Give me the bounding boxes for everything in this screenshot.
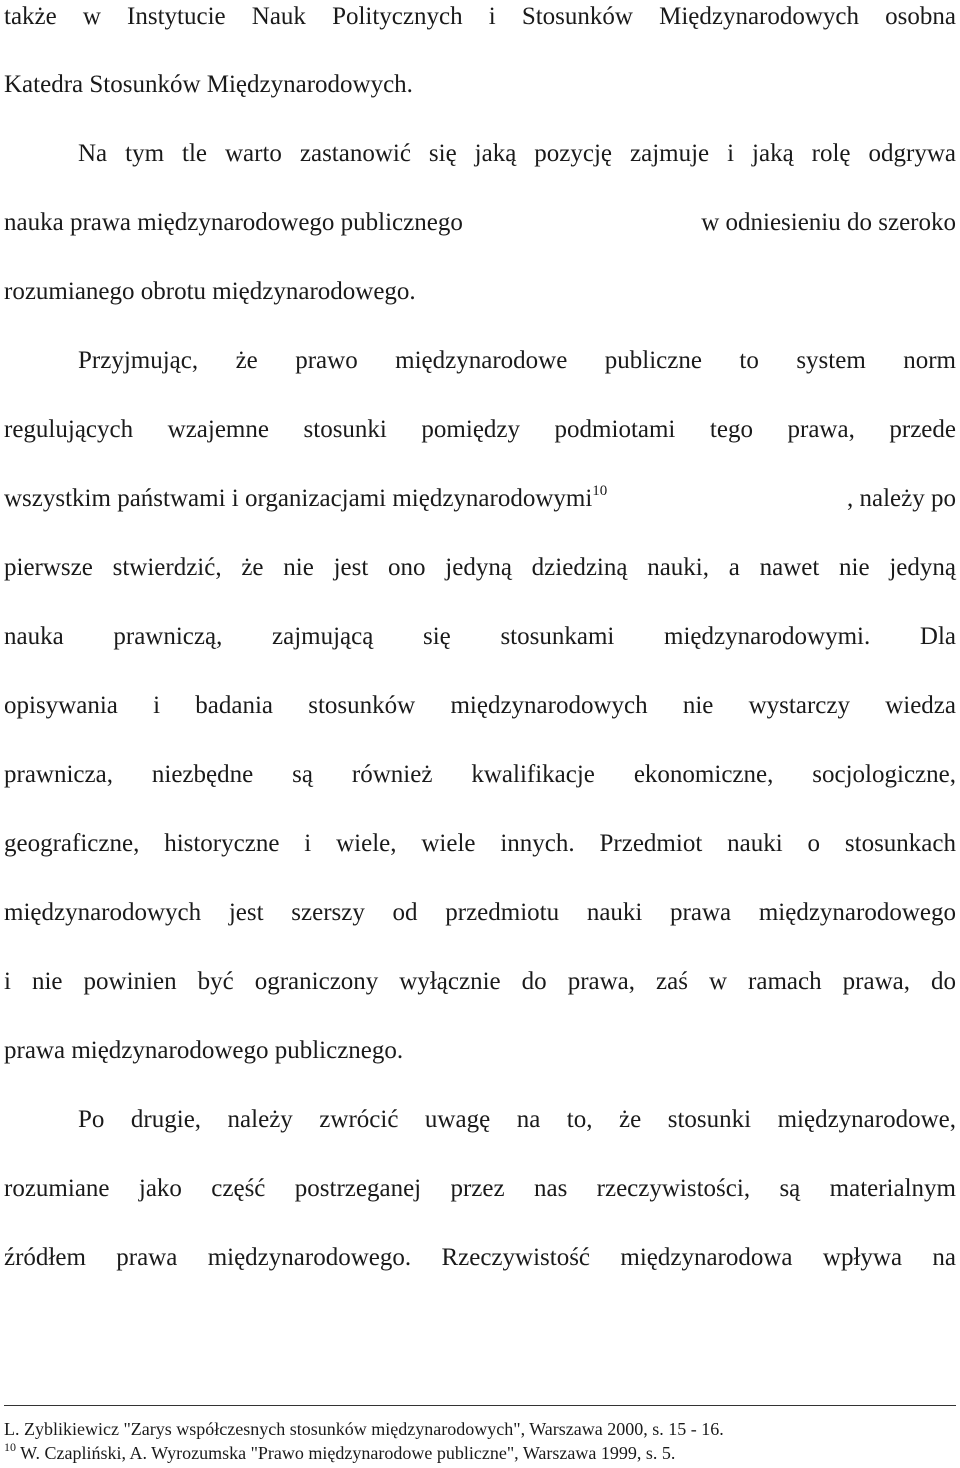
text-line-11: opisywania i badania stosunków międzynarodowych nie wystarczy wiedza	[4, 692, 956, 719]
text-line-18: rozumiane jako część postrzeganej przez nas rzeczywistości, są materialnym	[4, 1175, 956, 1202]
text-line-9: pierwsze stwierdzić, że nie jest ono jedyną dziedziną nauki, a nawet nie jedyną	[4, 554, 956, 581]
footnote-10-marker: 10	[4, 1440, 16, 1454]
text-line-14: międzynarodowych jest szerszy od przedmiotu nauki prawa międzynarodowego	[4, 899, 956, 926]
text-line-8-part-2: , należy po	[847, 485, 956, 512]
text-line-8	[4, 484, 956, 514]
text-line-2: Katedra Stosunków Międzynarodowych.	[4, 71, 413, 98]
text-line-15: i nie powinien być ograniczony wyłącznie do prawa, zaś w ramach prawa, do	[4, 968, 956, 995]
text-line-10: nauka prawniczą, zajmującą się stosunkami międzynarodowymi. Dla	[4, 623, 956, 650]
footnote-9: L. Zyblikiewicz "Zarys współczesnych stosunków międzynarodowych", Warszawa 2000, s. 15 - 16.	[4, 1419, 724, 1439]
text-line-3: Na tym tle warto zastanowić się jaką pozycję zajmuje i jaką rolę odgrywa	[78, 140, 956, 167]
text-line-6: Przyjmując, że prawo międzynarodowe publiczne to system norm	[78, 347, 956, 374]
text-line-19: źródłem prawa międzynarodowego. Rzeczywistość międzynarodowa wpływa na	[4, 1244, 956, 1271]
text-line-4	[4, 208, 956, 238]
text-line-13: geograficzne, historyczne i wiele, wiele innych. Przedmiot nauki o stosunkach	[4, 830, 956, 857]
text-line-5: rozumianego obrotu międzynarodowego.	[4, 278, 416, 305]
text-line-16: prawa międzynarodowego publicznego.	[4, 1037, 404, 1064]
footnote-ref-10: 10	[592, 483, 608, 499]
text-line-7: regulujących wzajemne stosunki pomiędzy podmiotami tego prawa, przede	[4, 416, 956, 443]
text-line-4-part-2: w odniesieniu do szeroko	[701, 209, 956, 236]
text-line-4-part-1: nauka prawa międzynarodowego publicznego	[4, 209, 463, 236]
footnote-separator	[4, 1405, 956, 1406]
text-line-12: prawnicza, niezbędne są również kwalifikacje ekonomiczne, socjologiczne,	[4, 761, 956, 788]
footnote-10	[4, 1442, 675, 1464]
text-line-8-part-1: wszystkim państwami i organizacjami międzynarodowymi	[4, 485, 593, 512]
text-line-1: także w Instytucie Nauk Politycznych i Stosunków Międzynarodowych osobna	[4, 3, 956, 30]
footnote-10-text: W. Czapliński, A. Wyrozumska "Prawo międzynarodowe publiczne", Warszawa 1999, s. 5.	[16, 1443, 676, 1463]
text-line-17: Po drugie, należy zwrócić uwagę na to, że stosunki międzynarodowe,	[78, 1106, 956, 1133]
